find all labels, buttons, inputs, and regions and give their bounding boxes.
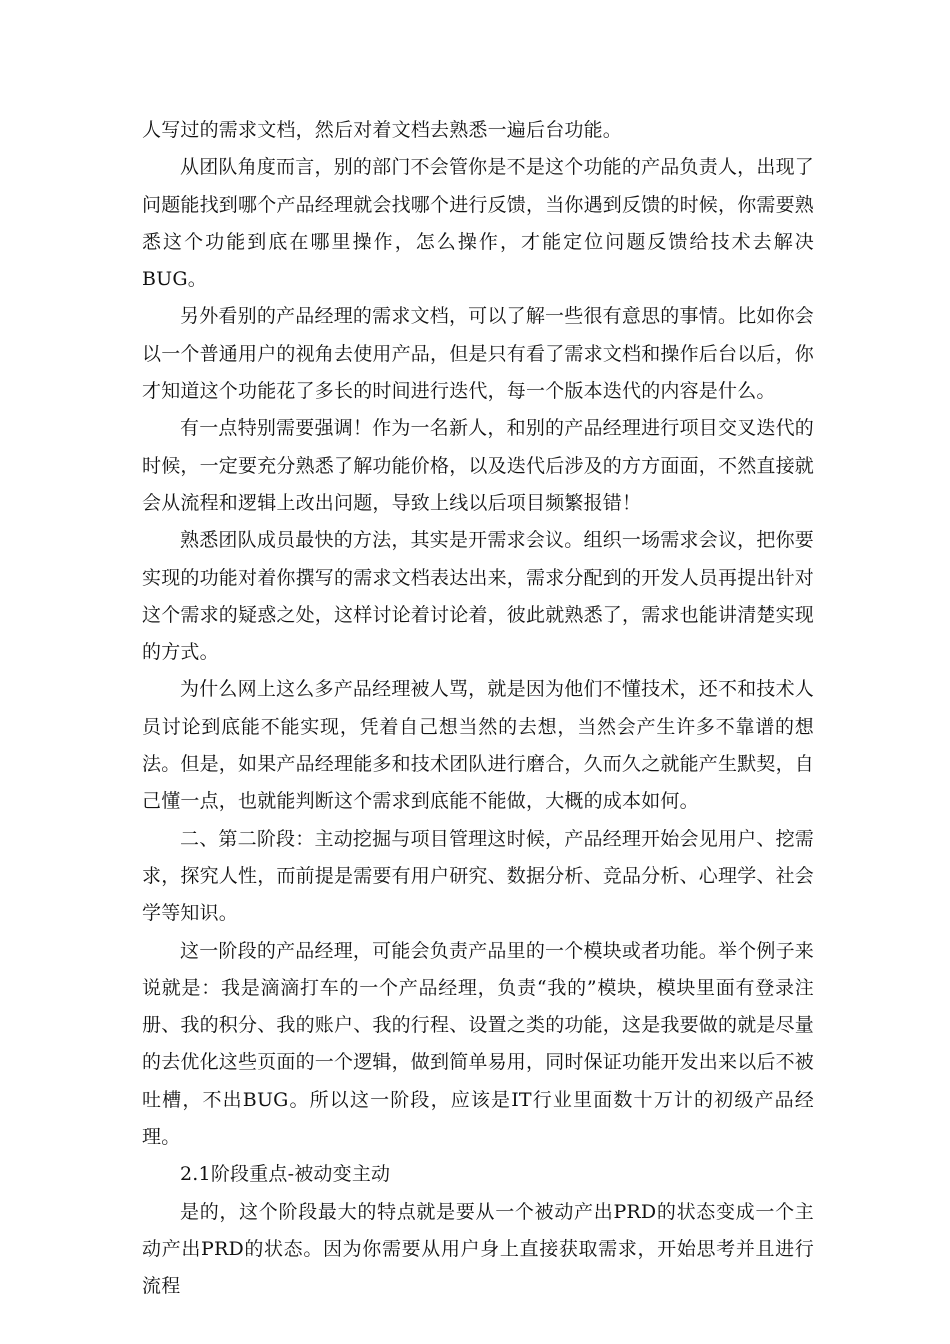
paragraph: 熟悉团队成员最快的方法，其实是开需求会议。组织一场需求会议，把你要实现的功能对着你撰写的需求文档表达出来，需求分配到的开发人员再提出针对这个需求的疑惑之处，这样讨论着讨论着，彼此就熟悉了，需求也能讲清楚实现的方式。 [142,529,815,664]
paragraph: 从团队角度而言，别的部门不会管你是不是这个功能的产品负责人，出现了问题能找到哪个产品经理就会找哪个进行反馈，当你遇到反馈的时候，你需要熟悉这个功能到底在哪里操作，怎么操作，才能定位问题反馈给技术去解决BUG。 [142,156,815,291]
section-heading-paragraph: 二、第二阶段：主动挖掘与项目管理这时候，产品经理开始会见用户、挖需求，探究人性，而前提是需要有用户研究、数据分析、竞品分析、心理学、社会学等知识。 [142,827,815,925]
paragraph: 另外看别的产品经理的需求文档，可以了解一些很有意思的事情。比如你会以一个普通用户的视角去使用产品，但是只有看了需求文档和操作后台以后，你才知道这个功能花了多长的时间进行迭代，每一个版本迭代的内容是什么。 [142,305,815,403]
document-body [142,112,814,1306]
paragraph: 是的，这个阶段最大的特点就是要从一个被动产出PRD的状态变成一个主动产出PRD的状态。因为你需要从用户身上直接获取需求，开始思考并且进行流程 [142,1200,814,1298]
paragraph: 有一点特别需要强调！作为一名新人，和别的产品经理进行项目交叉迭代的时候，一定要充分熟悉了解功能价格，以及迭代后涉及的方方面面，不然直接就会从流程和逻辑上改出问题，导致上线以后项目频繁报错！ [142,417,815,514]
paragraph: 为什么网上这么多产品经理被人骂，就是因为他们不懂技术，还不和技术人员讨论到底能不能实现，凭着自己想当然的去想，当然会产生许多不靠谱的想法。但是，如果产品经理能多和技术团队进行磨合，久而久之就能产生默契，自己懂一点，也就能判断这个需求到底能不能做，大概的成本如何。 [142,678,815,813]
paragraph: 这一阶段的产品经理，可能会负责产品里的一个模块或者功能。举个例子来说就是：我是滴滴打车的一个产品经理，负责“我的”模块，模块里面有登录注册、我的积分、我的账户、我的行程、设置之类的功能，这是我要做的就是尽量的去优化这些页面的一个逻辑，做到简单易用，同时保证功能开发出来以后不被吐槽，不出BUG。所以这一阶段，应该是IT行业里面数十万计的初级产品经理。 [142,939,815,1149]
paragraph: 人写过的需求文档，然后对着文档去熟悉一遍后台功能。 [142,119,623,141]
subsection-heading: 2.1阶段重点-被动变主动 [180,1163,391,1186]
